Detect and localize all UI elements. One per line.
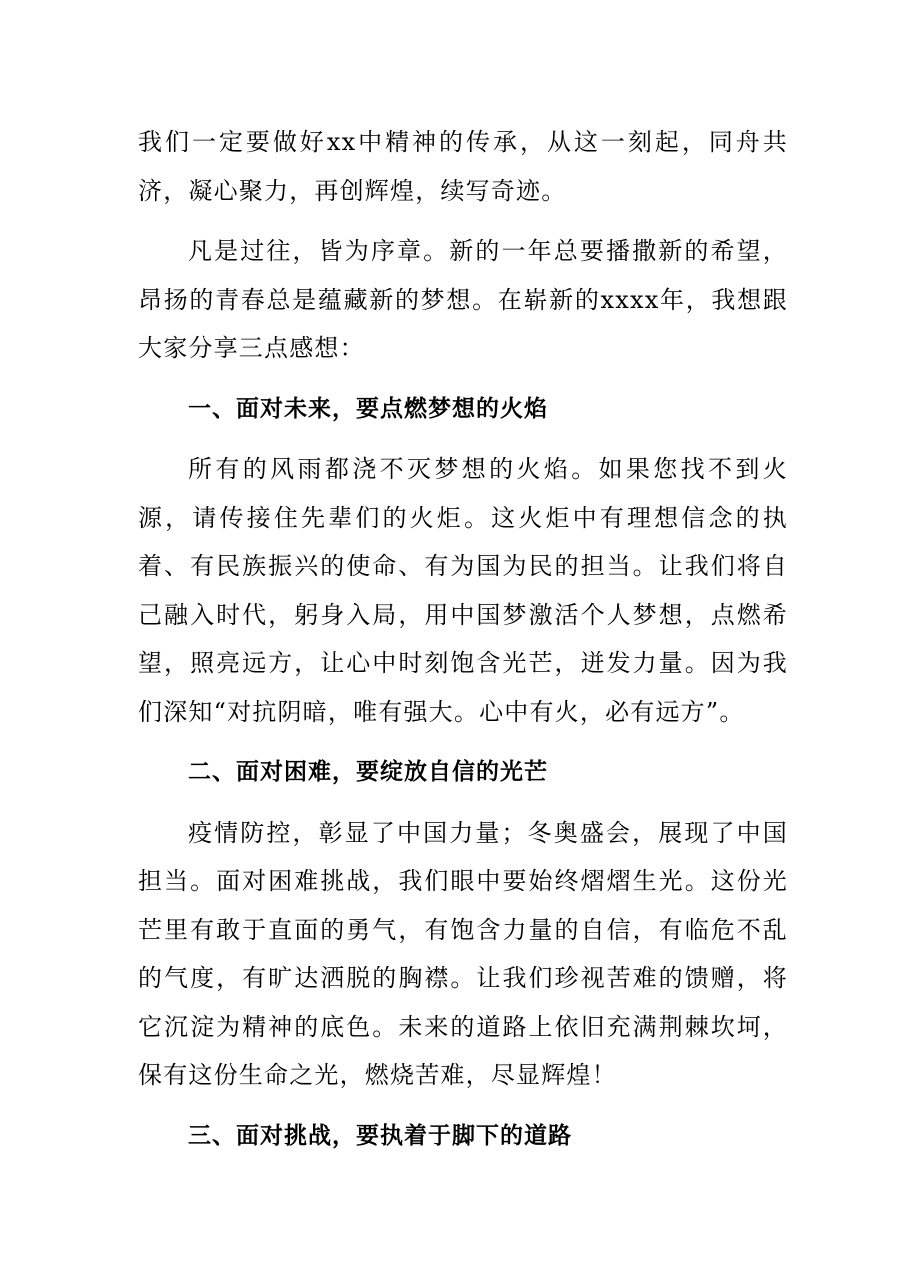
section-body-2: 疫情防控，彰显了中国力量；冬奥盛会，展现了中国担当。面对困难挑战，我们眼中要始终熠熠生光。这份光芒里有敢于直面的勇气，有饱含力量的自信，有临危不乱的气度，有旷达洒脱的胸襟。让我们珍视苦难的馈赠，将它沉淀为精神的底色。未来的道路上依旧充满荆棘坎坷，保有这份生命之光，燃烧苦难，尽显辉煌！	[138, 818, 788, 1089]
document-body	[138, 118, 788, 1160]
paragraph-gap	[138, 373, 788, 385]
section-body-1: 所有的风雨都浇不灭梦想的火焰。如果您找不到火源，请传接住先辈们的火炬。这火炬中有理想信念的执着、有民族振兴的使命、有为国为民的担当。让我们将自己融入时代，躬身入局，用中国梦激活个人梦想，点燃希望，照亮远方，让心中时刻饱含光芒，迸发力量。因为我们深知“对抗阴暗，唯有强大。心中有火，必有远方”。	[138, 455, 788, 726]
paragraph-gap	[138, 1100, 788, 1112]
paragraph-intro: 凡是过往，皆为序章。新的一年总要播撒新的希望，昂扬的青春总是蕴藏新的梦想。在崭新的xxxx年，我想跟大家分享三点感想：	[138, 237, 788, 362]
paragraph-gap	[138, 215, 788, 227]
section-heading-2: 二、面对困难，要绽放自信的光芒	[188, 759, 548, 785]
paragraph-gap	[138, 433, 788, 445]
paragraph-gap	[138, 736, 788, 748]
section-heading-3: 三、面对挑战，要执着于脚下的道路	[188, 1122, 572, 1149]
section-heading-1: 一、面对未来，要点燃梦想的火焰	[188, 395, 548, 422]
paragraph-continuation: 我们一定要做好xx中精神的传承，从这一刻起，同舟共济，凝心聚力，再创辉煌，续写奇迹。	[138, 128, 788, 205]
paragraph-gap	[138, 797, 788, 809]
